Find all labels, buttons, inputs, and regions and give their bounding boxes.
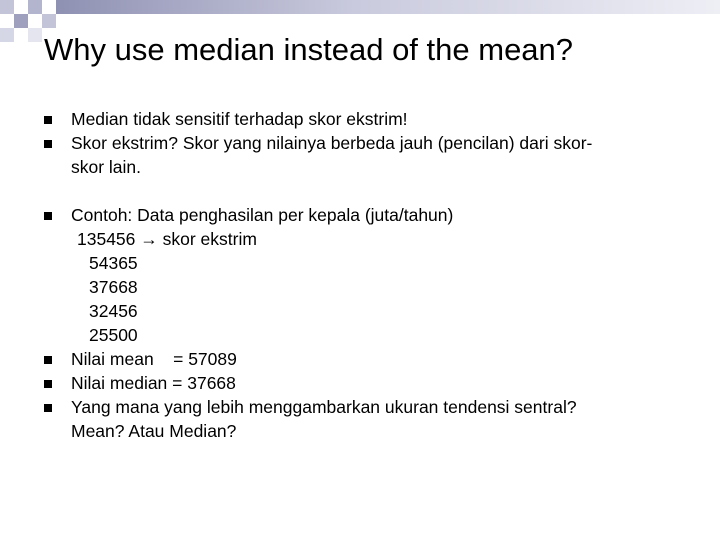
bullet-text: Yang mana yang lebih menggambarkan ukuran tendensi sentral? bbox=[71, 397, 577, 417]
data-value: 32456 bbox=[89, 301, 138, 321]
bullet-item bbox=[44, 107, 684, 131]
bullet-item bbox=[44, 347, 684, 371]
bullet-text: Median tidak sensitif terhadap skor ekstrim! bbox=[71, 109, 408, 129]
square-bullet-icon bbox=[44, 212, 52, 220]
bullet-text: Contoh: Data penghasilan per kepala (juta/tahun) bbox=[71, 205, 454, 225]
bullet-text: Skor ekstrim? Skor yang nilainya berbeda jauh (pencilan) dari skor- bbox=[71, 133, 593, 153]
data-value: 37668 bbox=[89, 277, 138, 297]
deco-square bbox=[42, 14, 56, 28]
bullet-item bbox=[44, 395, 684, 443]
deco-square bbox=[14, 14, 28, 28]
data-value: 25500 bbox=[89, 325, 138, 345]
deco-square bbox=[0, 0, 14, 14]
square-bullet-icon bbox=[44, 404, 52, 412]
deco-square bbox=[0, 28, 14, 42]
bullet-text: Mean? Atau Median? bbox=[71, 421, 237, 441]
bullet-item bbox=[44, 131, 684, 179]
deco-square bbox=[28, 28, 42, 42]
square-bullet-icon bbox=[44, 356, 52, 364]
slide-title: Why use median instead of the mean? bbox=[44, 32, 574, 67]
spacer bbox=[44, 179, 684, 203]
slide-content bbox=[44, 107, 684, 443]
square-bullet-icon bbox=[44, 380, 52, 388]
bullet-text: Nilai median = 37668 bbox=[71, 373, 236, 393]
data-value: 54365 bbox=[89, 253, 138, 273]
bullet-text: Nilai mean = 57089 bbox=[71, 349, 237, 369]
square-bullet-icon bbox=[44, 140, 52, 148]
bullet-text: skor lain. bbox=[71, 157, 142, 177]
square-bullet-icon bbox=[44, 116, 52, 124]
deco-square bbox=[28, 0, 42, 14]
bullet-item bbox=[44, 371, 684, 395]
deco-bar bbox=[56, 0, 720, 14]
data-value: 135456 → skor ekstrim bbox=[77, 229, 257, 249]
bullet-item bbox=[44, 203, 684, 347]
